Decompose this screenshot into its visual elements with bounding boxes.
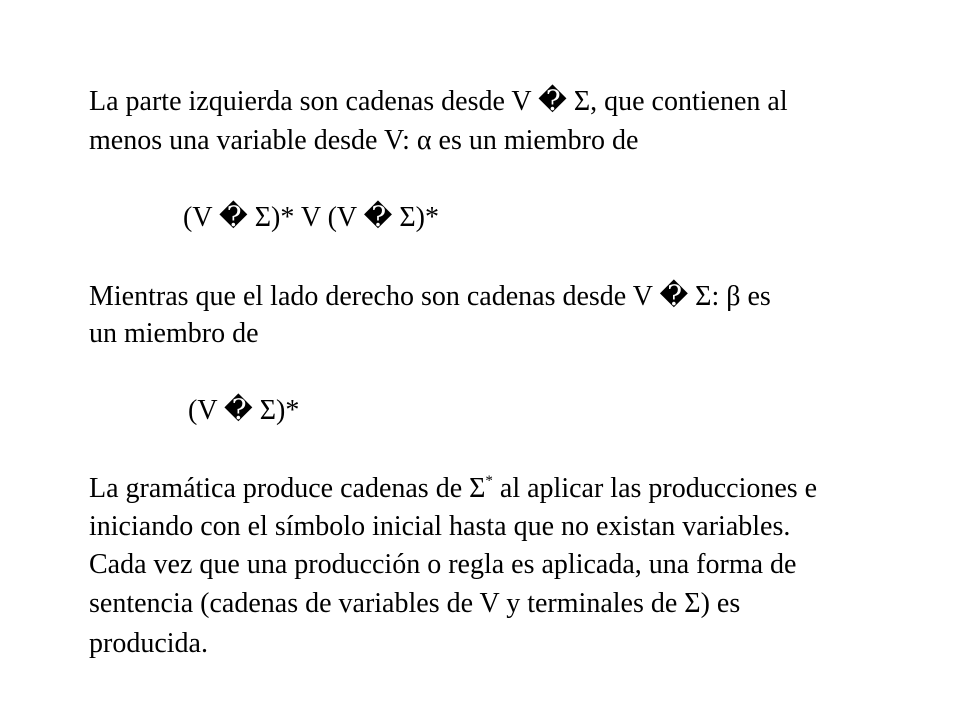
kleene-star-superscript: * [485, 473, 493, 489]
para3-line1 [89, 472, 817, 510]
para2-line2: un miembro de [89, 318, 259, 349]
para3-line5: producida. [89, 628, 208, 659]
para1-line2: menos una variable desde V: α es un miembro de [89, 125, 639, 156]
para3-line4: sentencia (cadenas de variables de V y terminales de Σ) es [89, 588, 741, 619]
para2-line1: Mientras que el lado derecho son cadenas desde V � Σ: β es [89, 281, 771, 312]
para1-line1: La parte izquierda son cadenas desde V � Σ, que contienen al [89, 86, 788, 117]
para3-line2: iniciando con el símbolo inicial hasta que no existan variables. [89, 511, 791, 542]
formula-1: (V � Σ)* V (V � Σ)* [183, 202, 439, 233]
para3-line1-post: al aplicar las producciones e [492, 473, 818, 504]
para3-line1-pre: La gramática produce cadenas de Σ [89, 473, 486, 504]
para3-line3: Cada vez que una producción o regla es aplicada, una forma de [89, 549, 797, 580]
formula-2: (V � Σ)* [188, 395, 300, 426]
